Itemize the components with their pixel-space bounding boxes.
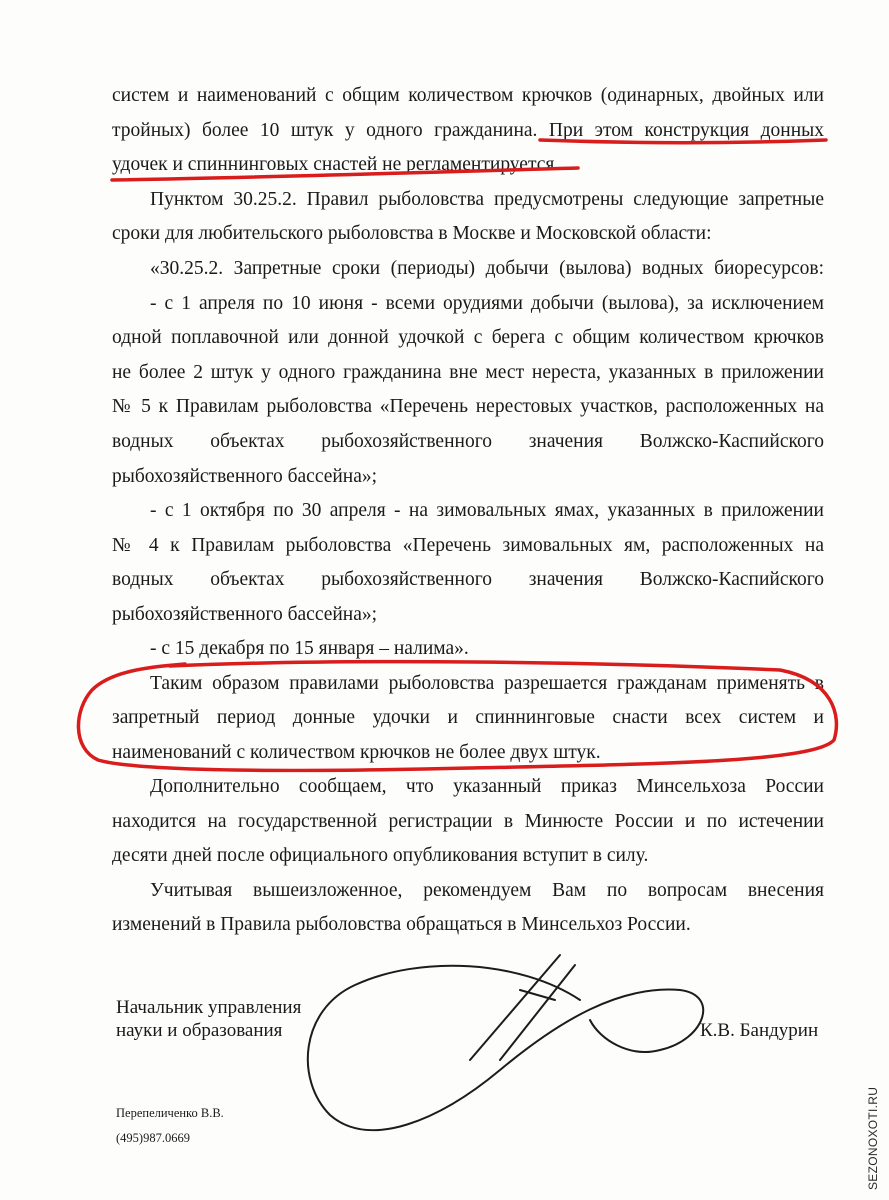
body-line-17: - с 15 декабря по 15 января – налима». [150, 638, 469, 659]
body-line-8: одной поплавочной или донной удочкой с берега с общим количеством крючков [112, 327, 824, 348]
body-line-16: рыбохозяйственного бассейна»; [112, 604, 378, 625]
body-line-10: № 5 к Правилам рыболовства «Перечень нерестовых участков, расположенных на [112, 396, 824, 417]
body-line-5: сроки для любительского рыболовства в Москве и Московской области: [112, 223, 712, 244]
body-line-13: - с 1 октября по 30 апреля - на зимовальных ямах, указанных в приложении [150, 500, 824, 521]
executor-name: Перепеличенко В.В. [116, 1106, 224, 1120]
body-line-14: № 4 к Правилам рыболовства «Перечень зимовальных ям, расположенных на [112, 535, 824, 556]
signatory-position-line-2: науки и образования [116, 1020, 283, 1041]
site-watermark: SEZONOXOTI.RU [866, 1086, 880, 1190]
body-line-11: водных объектах рыбохозяйственного значения Волжско-Каспийского [112, 431, 824, 452]
body-line-9: не более 2 штук у одного гражданина вне мест нереста, указанных в приложении [112, 362, 824, 383]
body-line-22: находится на государственной регистрации в Минюсте России и по истечении [112, 811, 824, 832]
signatory-position-line-1: Начальник управления [116, 997, 302, 1018]
body-line-4: Пунктом 30.25.2. Правил рыболовства предусмотрены следующие запретные [150, 189, 824, 210]
body-line-24: Учитывая вышеизложенное, рекомендуем Вам по вопросам внесения [150, 880, 824, 901]
executor-phone: (495)987.0669 [116, 1131, 190, 1145]
body-line-23: десяти дней после официального опубликования вступит в силу. [112, 845, 649, 866]
body-line-25: изменений в Правила рыболовства обращаться в Минсельхоз России. [112, 914, 691, 935]
body-line-7: - с 1 апреля по 10 июня - всеми орудиями добычи (вылова), за исключением [150, 293, 824, 314]
body-line-1: систем и наименований с общим количеством крючков (одинарных, двойных или [112, 85, 824, 106]
body-line-18: Таким образом правилами рыболовства разрешается гражданам применять в [150, 673, 824, 694]
body-line-20: наименований с количеством крючков не более двух штук. [112, 742, 601, 763]
body-line-21: Дополнительно сообщаем, что указанный приказ Минсельхоза России [150, 776, 824, 797]
signatory-name: К.В. Бандурин [700, 1020, 819, 1041]
body-line-15: водных объектах рыбохозяйственного значения Волжско-Каспийского [112, 569, 824, 590]
body-line-19: запретный период донные удочки и спиннинговые снасти всех систем и [112, 707, 824, 728]
body-line-3: удочек и спиннинговых снастей не регламентируется. [112, 154, 560, 175]
body-line-2: тройных) более 10 штук у одного гражданина. При этом конструкция донных [112, 120, 824, 141]
body-line-12: рыбохозяйственного бассейна»; [112, 466, 378, 487]
body-line-6: «30.25.2. Запретные сроки (периоды) добычи (вылова) водных биоресурсов: [150, 258, 824, 279]
